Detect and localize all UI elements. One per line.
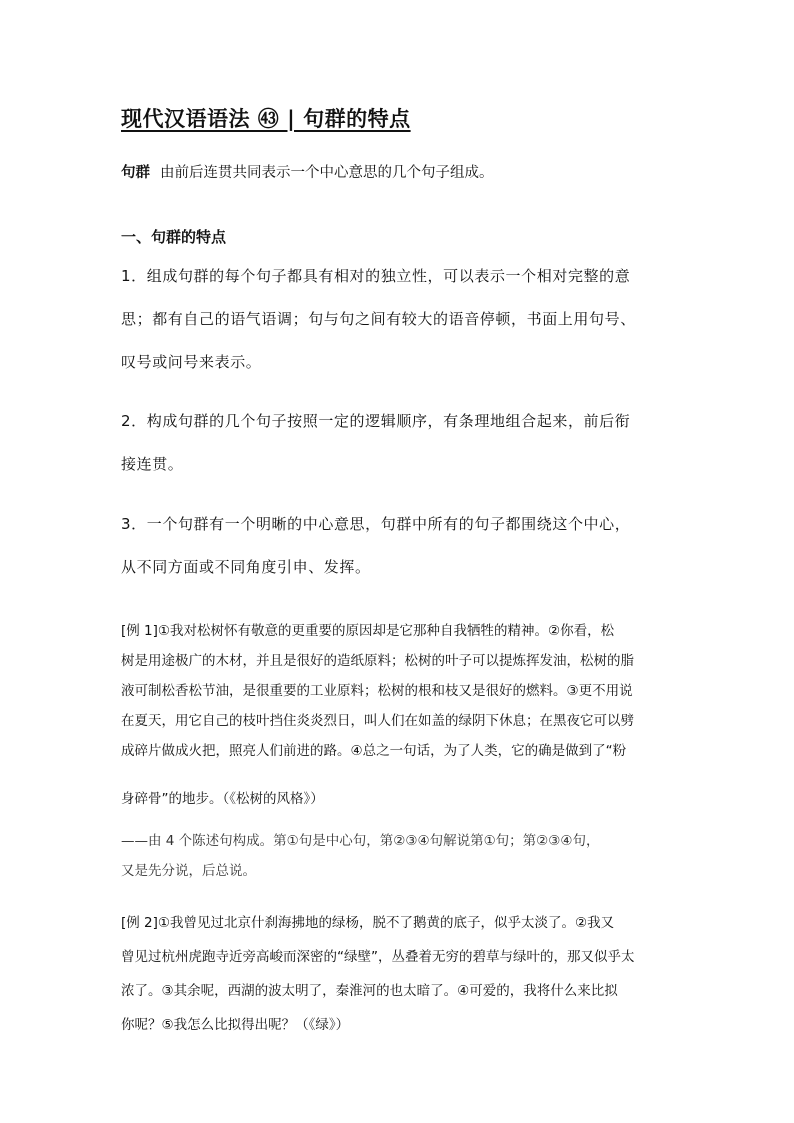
example-1-source [121, 784, 677, 814]
example-1-analysis-line: ——由 4 个陈述句构成。第①句是中心句，第②③④句解说第①句；第②③④句， [121, 833, 600, 849]
example-1-analysis [121, 826, 677, 886]
point-3-line: 3．一个句群有一个明晰的中心意思，句群中所有的句子都围绕这个中心， [121, 515, 631, 533]
example-2-line: 你呢？⑤我怎么比拟得出呢？（《绿》） [121, 1017, 350, 1033]
example-1-text [121, 616, 677, 766]
example-2-text [121, 906, 677, 1042]
example-2-line: [例 2]①我曾见过北京什刹海拂地的绿杨，脱不了鹅黄的底子，似乎太淡了。②我又 [121, 915, 615, 931]
example-1-line: 树是用途极广的木材，并且是很好的造纸原料；松树的叶子可以提炼挥发油，松树的脂 [121, 653, 634, 669]
point-1-line: 叹号或问号来表示。 [121, 353, 262, 371]
point-1-line: 1．组成句群的每个句子都具有相对的独立性，可以表示一个相对完整的意 [121, 267, 631, 285]
example-1-source-line: 身碎骨”的地步。（《松树的风格》） [121, 791, 324, 807]
point-2-paragraph [121, 400, 677, 486]
example-2-line: 浓了。③其余呢，西湖的波太明了，秦淮河的也太暗了。④可爱的，我将什么来比拟 [121, 983, 618, 999]
example-1-line: 成碎片做成火把，照亮人们前进的路。④总之一句话，为了人类，它的确是做到了“粉 [121, 743, 627, 759]
point-3-paragraph [121, 503, 677, 589]
point-2-line: 接连贯。 [121, 455, 184, 473]
example-1-line: [例 1]①我对松树怀有敬意的更重要的原因却是它那种自我牺牲的精神。②你看，松 [121, 623, 615, 639]
definition-term: 句群 [121, 165, 150, 181]
point-2-line: 2．构成句群的几个句子按照一定的逻辑顺序，有条理地组合起来，前后衔 [121, 412, 631, 430]
point-3-line: 从不同方面或不同角度引申、发挥。 [121, 558, 371, 576]
point-1-paragraph [121, 255, 677, 384]
example-1-line: 液可制松香松节油，是很重要的工业原料；松树的根和枝又是很好的燃料。③更不用说 [121, 683, 633, 699]
page-title: 现代汉语语法 ㊸ | 句群的特点 [121, 107, 411, 131]
section-heading: 一、句群的特点 [121, 228, 227, 246]
example-1-line: 在夏天，用它自己的枝叶挡住炎炎烈日，叫人们在如盖的绿阴下休息；在黑夜它可以劈 [121, 713, 634, 729]
definition [121, 161, 494, 182]
definition-text: 由前后连贯共同表示一个中心意思的几个句子组成。 [160, 165, 494, 181]
point-1-line: 思；都有自己的语气语调；句与句之间有较大的语音停顿，书面上用句号、 [121, 310, 636, 328]
example-2-line: 曾见过杭州虎跑寺近旁高峻而深密的“绿壁”，丛叠着无穷的碧草与绿叶的，那又似乎太 [121, 949, 635, 965]
example-1-analysis-line: 又是先分说，后总说。 [121, 863, 256, 879]
